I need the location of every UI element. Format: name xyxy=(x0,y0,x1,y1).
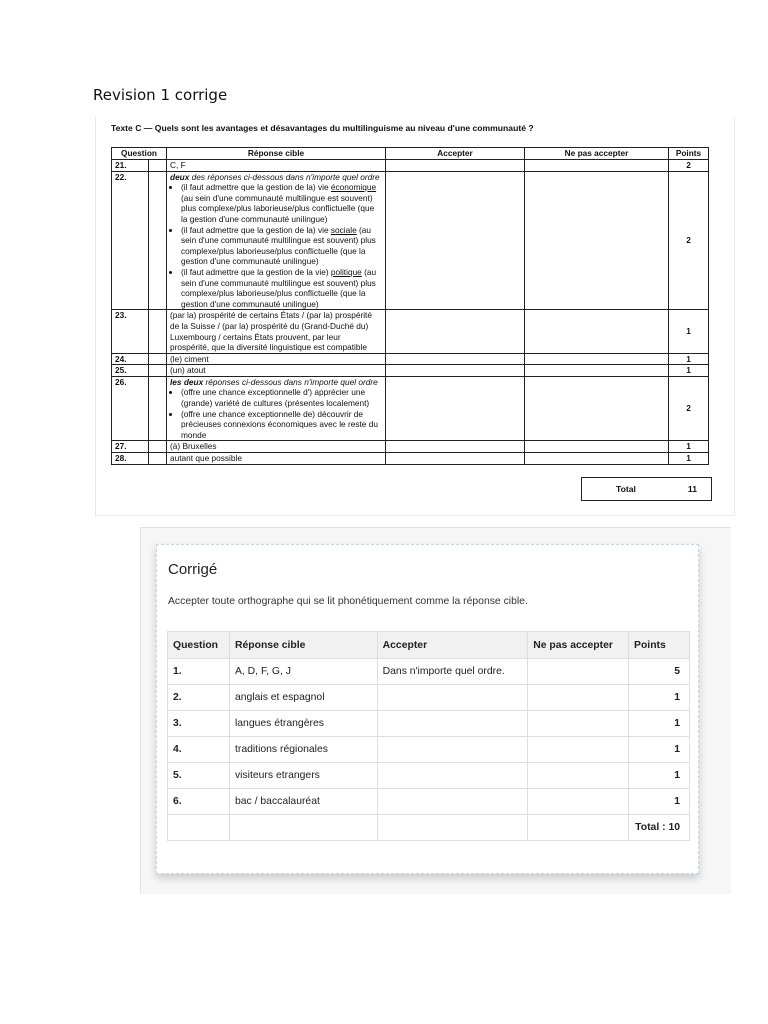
col-points: Points xyxy=(669,148,709,160)
answer-bullets xyxy=(170,182,382,309)
total-label: Total xyxy=(616,484,636,494)
ne-pas-accepter-cell xyxy=(528,685,629,711)
col-ne-pas-accepter: Ne pas accepter xyxy=(525,148,669,160)
answer-instruction: les deux réponses ci-dessous dans n'importe quel ordre xyxy=(170,376,378,387)
points-cell: 2 xyxy=(669,171,709,310)
points-cell: 1 xyxy=(669,453,709,465)
points-cell: 1 xyxy=(629,763,690,789)
table-row xyxy=(112,353,709,365)
col-ne-pas-accepter: Ne pas accepter xyxy=(528,632,629,659)
table-header-row xyxy=(168,632,690,659)
answer-cell: traditions régionales xyxy=(229,737,377,763)
answer-cell: autant que possible xyxy=(167,453,386,465)
list-item: • (offre une chance exceptionnelle d') apprécier une (grande) variété de cultures (présentes localement) xyxy=(181,387,382,408)
answer-cell: langues étrangères xyxy=(229,711,377,737)
texte-c-heading: Texte C — Quels sont les avantages et désavantages du multilinguisme au niveau d'une communauté ? xyxy=(111,123,534,133)
question-number: 4. xyxy=(168,737,230,763)
answer-cell: anglais et espagnol xyxy=(229,685,377,711)
question-number: 25. xyxy=(112,365,149,377)
answer-cell: (un) atout xyxy=(167,365,386,377)
points-cell: 5 xyxy=(629,659,690,685)
document-title: Revision 1 corrige xyxy=(93,86,228,104)
points-cell: 1 xyxy=(629,737,690,763)
spelling-note: Accepter toute orthographe qui se lit phonétiquement comme la réponse cible. xyxy=(168,596,528,607)
table-row xyxy=(112,453,709,465)
table-row xyxy=(112,171,709,310)
col-question: Question xyxy=(112,148,167,160)
points-cell: 1 xyxy=(629,685,690,711)
question-number: 5. xyxy=(168,763,230,789)
question-number: 28. xyxy=(112,453,149,465)
question-number: 22. xyxy=(112,171,149,310)
col-accepter: Accepter xyxy=(386,148,525,160)
accepter-cell xyxy=(377,763,528,789)
col-accepter: Accepter xyxy=(377,632,528,659)
points-cell: 2 xyxy=(669,376,709,441)
points-cell: 1 xyxy=(629,711,690,737)
points-cell: 1 xyxy=(669,310,709,353)
table-row xyxy=(168,685,690,711)
question-number: 26. xyxy=(112,376,149,441)
accepter-cell xyxy=(377,789,528,815)
corrige-card xyxy=(156,544,699,874)
answer-cell: (par la) prospérité de certains États / (par la) prospérité de la Suisse / (par la) prospérité du (Grand-Duché du) Luxembourg / certains États prouvent, par leur prospérité, que la diversité linguistique est compatible xyxy=(167,310,386,353)
answer-cell: bac / baccalauréat xyxy=(229,789,377,815)
points-cell: 1 xyxy=(669,353,709,365)
answer-cell: A, D, F, G, J xyxy=(229,659,377,685)
points-cell: 1 xyxy=(669,441,709,453)
col-reponse-cible: Réponse cible xyxy=(167,148,386,160)
answer-key-scan-texte-c xyxy=(95,117,735,516)
accepter-cell: Dans n'importe quel ordre. xyxy=(377,659,528,685)
table-row xyxy=(112,310,709,353)
table-row xyxy=(168,737,690,763)
accepter-cell xyxy=(377,711,528,737)
col-question: Question xyxy=(168,632,230,659)
list-item: • (il faut admettre que la gestion de la vie) politique (au sein d'une communauté multilingue est souvent) plus complexe/plus laborieuse/plus conflictuelle (que la gestion d'une communauté unilingue) xyxy=(181,267,382,309)
ne-pas-accepter-cell xyxy=(528,789,629,815)
table-row xyxy=(112,365,709,377)
ne-pas-accepter-cell xyxy=(528,763,629,789)
points-cell: 1 xyxy=(669,365,709,377)
table-row xyxy=(112,160,709,172)
answer-bullets xyxy=(170,387,382,440)
points-cell: 1 xyxy=(629,789,690,815)
ne-pas-accepter-cell xyxy=(528,737,629,763)
answer-cell xyxy=(167,376,386,441)
question-number: 21. xyxy=(112,160,149,172)
texte-c-answer-table xyxy=(111,147,709,465)
total-row xyxy=(168,815,690,841)
accepter-cell xyxy=(377,737,528,763)
table-row xyxy=(168,711,690,737)
col-points: Points xyxy=(629,632,690,659)
question-number: 3. xyxy=(168,711,230,737)
question-number: 6. xyxy=(168,789,230,815)
answer-cell: visiteurs etrangers xyxy=(229,763,377,789)
question-number: 27. xyxy=(112,441,149,453)
list-item: • (il faut admettre que la gestion de la) vie économique (au sein d'une communauté multilingue est souvent) plus complexe/plus laborieuse/plus conflictuelle (que la gestion d'une communauté unilingue) xyxy=(181,182,382,224)
question-number: 23. xyxy=(112,310,149,353)
corrige-answer-table xyxy=(167,631,690,841)
ne-pas-accepter-cell xyxy=(528,711,629,737)
answer-cell: (à) Bruxelles xyxy=(167,441,386,453)
ne-pas-accepter-cell xyxy=(528,659,629,685)
answer-cell: (le) ciment xyxy=(167,353,386,365)
accepter-cell xyxy=(377,685,528,711)
table-row xyxy=(168,789,690,815)
answer-cell: C, F xyxy=(167,160,386,172)
list-item: • (offre une chance exceptionnelle de) découvrir de précieuses connexions économiques avec le reste du monde xyxy=(181,409,382,441)
table-row xyxy=(112,376,709,441)
table-row xyxy=(168,763,690,789)
total-value: Total : 10 xyxy=(629,815,690,841)
table-header-row xyxy=(112,148,709,160)
answer-instruction: deux des réponses ci-dessous dans n'importe quel ordre xyxy=(170,171,380,182)
card-title: Corrigé xyxy=(168,561,218,578)
points-cell: 2 xyxy=(669,160,709,172)
total-value: 11 xyxy=(687,484,697,494)
question-number: 2. xyxy=(168,685,230,711)
question-number: 24. xyxy=(112,353,149,365)
table-row xyxy=(168,659,690,685)
answer-key-scan-corrige xyxy=(140,527,731,894)
col-reponse-cible: Réponse cible xyxy=(229,632,377,659)
question-number: 1. xyxy=(168,659,230,685)
table-row xyxy=(112,441,709,453)
list-item: • (il faut admettre que la gestion de la) vie sociale (au sein d'une communauté multilingue est souvent) plus complexe/plus laborieuse/plus conflictuelle (que la gestion d'une communauté unilingue) xyxy=(181,225,382,267)
answer-cell xyxy=(167,171,386,310)
total-box xyxy=(581,477,712,501)
